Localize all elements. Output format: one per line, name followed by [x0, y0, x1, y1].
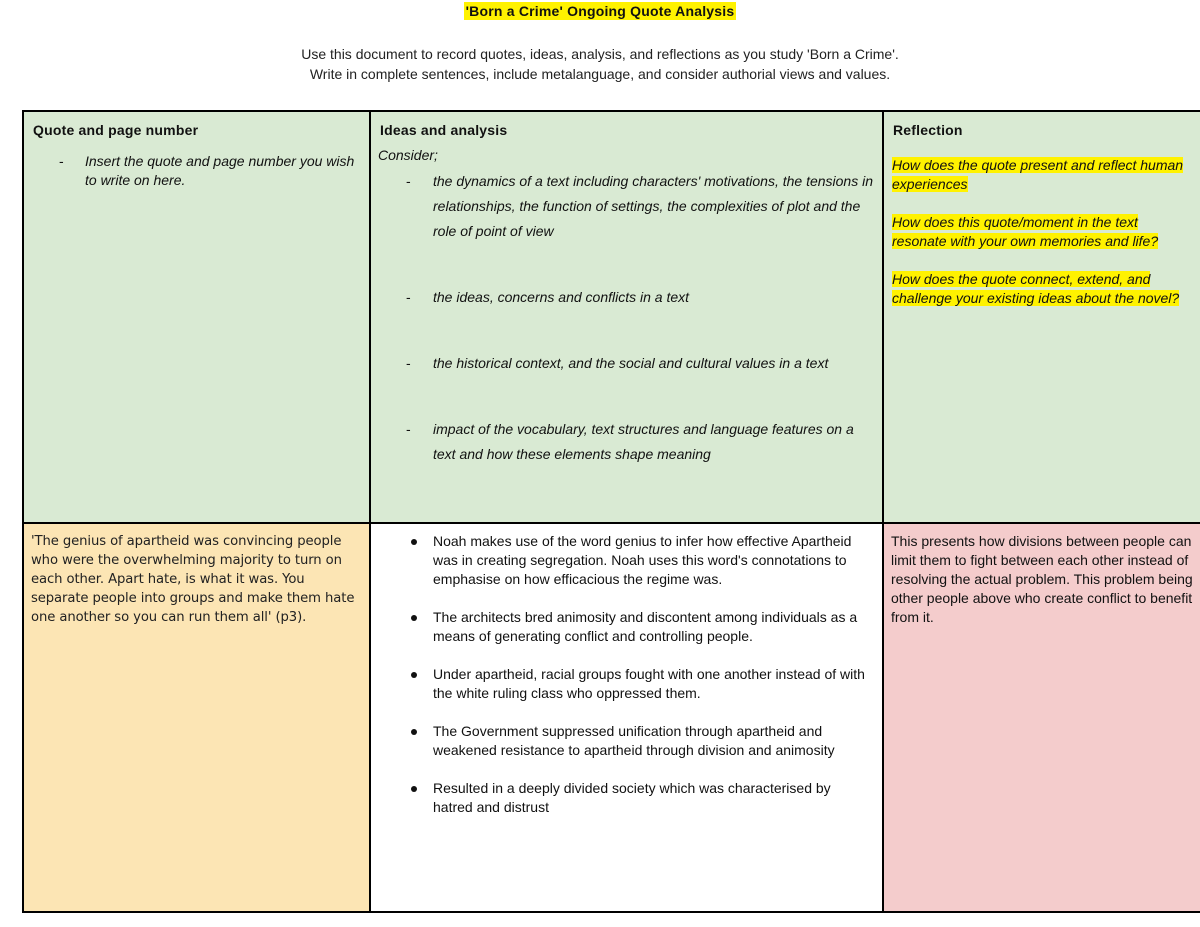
reflection-prompt	[892, 156, 1194, 194]
consider-item: - impact of the vocabulary, text structures and language features on a text and how these elements shape meaning	[378, 417, 875, 467]
reflection-prompt	[892, 270, 1194, 308]
header-ideas-label: Ideas and analysis	[380, 122, 508, 138]
header-cell-reflection[interactable]	[884, 112, 1200, 522]
header-reflection-label: Reflection	[893, 122, 963, 138]
entry-quote: 'The genius of apartheid was convincing people who were the overwhelming majority to turn on each other. Apart hate, is what it was. You separate people into groups and make them hate one another so you can run them all' (p3).	[31, 534, 355, 625]
consider-item: - the ideas, concerns and conflicts in a text	[378, 285, 875, 310]
consider-label: Consider;	[378, 147, 438, 163]
analysis-point: Under apartheid, racial groups fought with one another instead of with the white ruling class who oppressed them.	[378, 665, 872, 703]
consider-list	[378, 169, 875, 467]
title-wrap	[0, 0, 1200, 21]
intro-text	[0, 44, 1200, 84]
entry-cell-quote[interactable]	[24, 524, 369, 911]
entry-reflection: This presents how divisions between people can limit them to fight between each other instead of resolving the actual problem. This problem being other people above who create conflict to benefit from it.	[891, 533, 1193, 625]
analysis-point: The Government suppressed unification through apartheid and weakened resistance to apartheid through division and animosity	[378, 722, 872, 760]
quote-instruction-list	[31, 152, 362, 190]
entry-cell-reflection[interactable]	[884, 524, 1200, 911]
analysis-point: The architects bred animosity and discontent among individuals as a means of generating conflict and controlling people.	[378, 608, 872, 646]
reflection-prompt-text: How does this quote/moment in the text resonate with your own memories and life?	[892, 214, 1159, 249]
analysis-point: Resulted in a deeply divided society which was characterised by hatred and distrust	[378, 779, 872, 817]
reflection-prompt-text: How does the quote present and reflect human experiences	[892, 157, 1184, 192]
header-quote-label: Quote and page number	[33, 122, 199, 138]
entry-cell-analysis[interactable]	[371, 524, 882, 911]
consider-item: - the dynamics of a text including characters' motivations, the tensions in relationships, the function of settings, the complexities of plot and the role of point of view	[378, 169, 875, 244]
quote-instruction: - Insert the quote and page number you wish to write on here.	[31, 152, 362, 190]
reflection-prompt-text: How does the quote connect, extend, and challenge your existing ideas about the novel?	[892, 271, 1180, 306]
intro-line-2: Write in complete sentences, include metalanguage, and consider authorial views and values.	[309, 66, 891, 82]
header-cell-ideas[interactable]	[371, 112, 882, 522]
row-divider	[24, 522, 1200, 524]
analysis-list	[378, 532, 872, 817]
intro-line-1: Use this document to record quotes, ideas, analysis, and reflections as you study 'Born a Crime'.	[301, 46, 899, 62]
reflection-prompt	[892, 213, 1194, 251]
column-divider	[882, 112, 884, 911]
consider-item: - the historical context, and the social and cultural values in a text	[378, 351, 875, 376]
document-title: 'Born a Crime' Ongoing Quote Analysis	[465, 3, 735, 19]
analysis-table	[22, 110, 1200, 913]
column-divider	[369, 112, 371, 911]
analysis-point: Noah makes use of the word genius to infer how effective Apartheid was in creating segregation. Noah uses this word's connotations to emphasise on how efficacious the regime was.	[378, 532, 872, 589]
header-cell-quote[interactable]	[24, 112, 369, 522]
